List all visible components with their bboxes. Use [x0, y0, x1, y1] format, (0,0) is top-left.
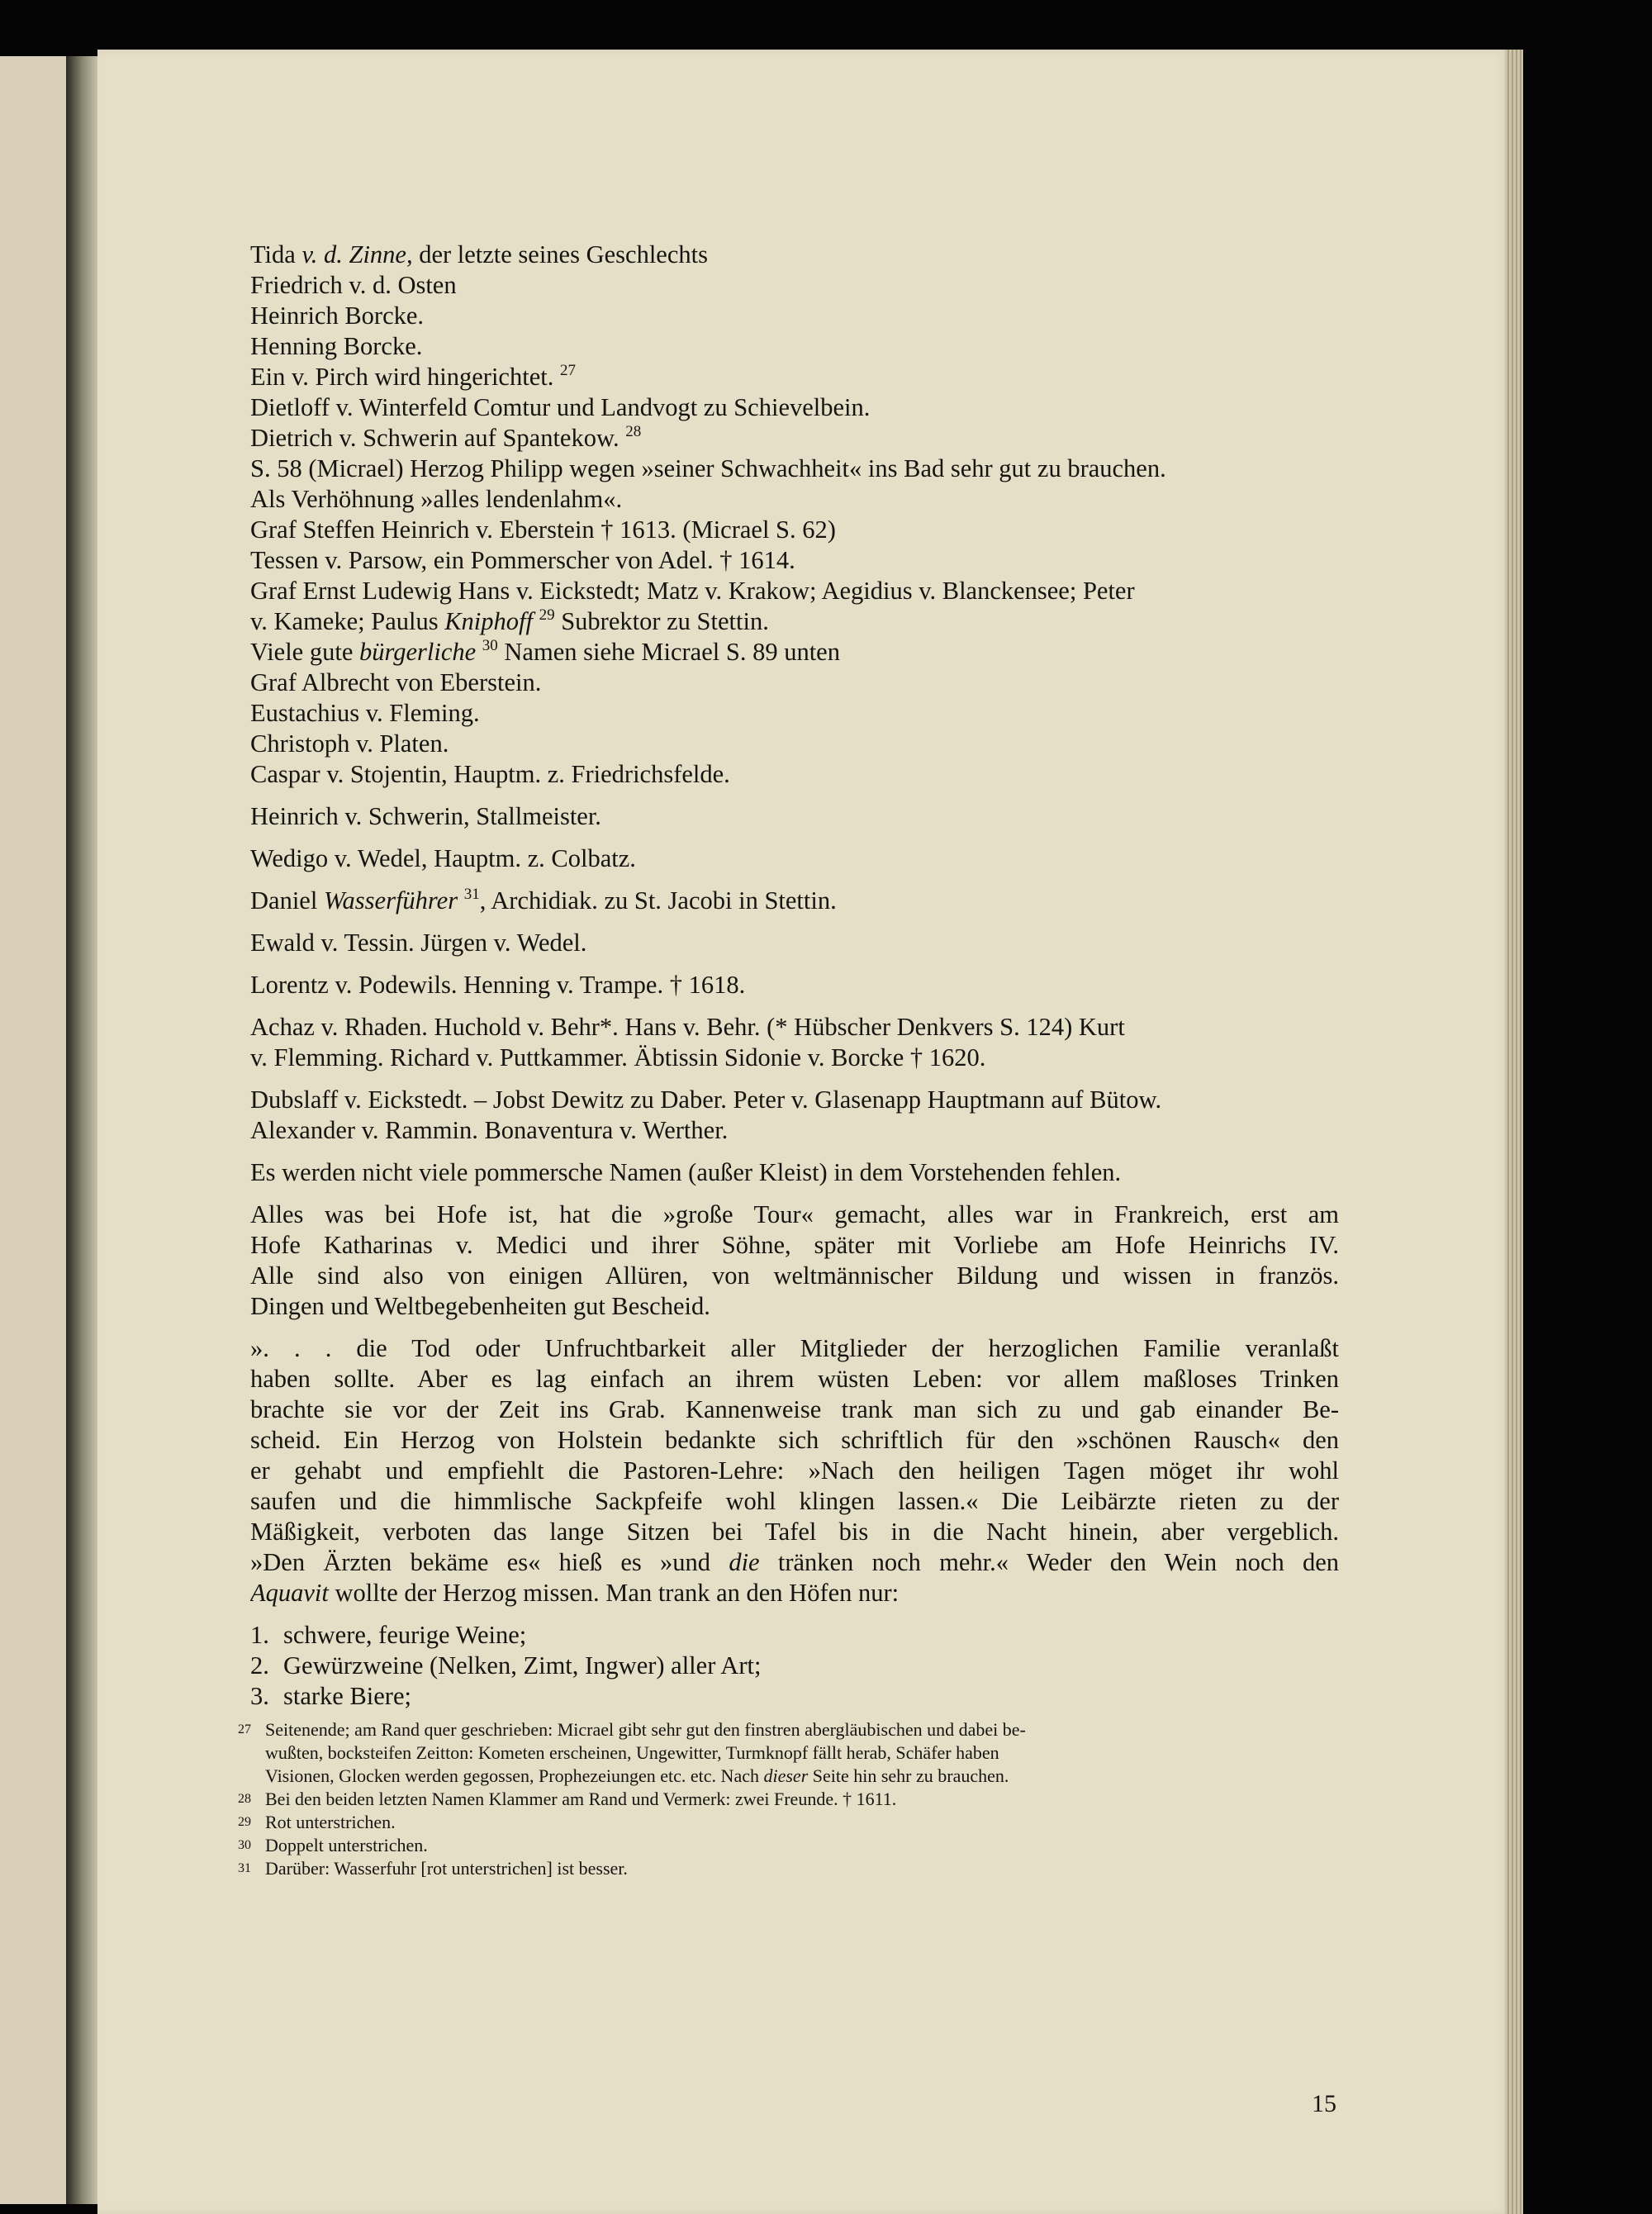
- text-line: Alexander v. Rammin. Bonaventura v. Werther.: [250, 1116, 729, 1144]
- list-item: Graf Steffen Heinrich v. Eberstein † 1613. (Micrael S. 62): [250, 515, 836, 544]
- footnotes: [238, 1718, 1345, 1880]
- text-line: Dingen und Weltbegebenheiten gut Bescheid.: [250, 1292, 710, 1320]
- footnote: 30 Doppelt unterstrichen.: [238, 1835, 428, 1855]
- list-item: Graf Albrecht von Eberstein.: [250, 668, 542, 696]
- list-item: v. Kameke; Paulus Kniphoff $^{29}$ Subrektor zu Stettin.: [250, 606, 769, 635]
- list-item: Christoph v. Platen.: [250, 729, 449, 758]
- list-item: 2. Gewürzweine (Nelken, Zimt, Ingwer) aller Art;: [250, 1651, 762, 1680]
- list-item: Caspar v. Stojentin, Hauptm. z. Friedrichsfelde.: [250, 760, 730, 788]
- text-line: v. Flemming. Richard v. Puttkammer. Äbtissin Sidonie v. Borcke † 1620.: [250, 1043, 986, 1071]
- achaz-entry: [250, 1012, 1339, 1073]
- list-item: Daniel Wasserführer $^{31}$, Archidiak. zu St. Jacobi in Stettin.: [250, 886, 837, 915]
- footnote: 27 Seitenende; am Rand quer geschrieben: Micrael gibt sehr gut den finstren abergläubischen und dabei be- wußten, bocksteifen Zeitton: Kometen erscheinen, Ungewitter, Turmknopf fällt herab, Schäfer haben Visionen, Glocken werden gegossen, Prophezeiungen etc. etc. Nach dieser Seite hin sehr zu brauchen.: [238, 1719, 1026, 1786]
- footnote-ref: 30: [482, 637, 498, 654]
- text-line: er gehabt und empfiehlt die Pastoren-Lehre: »Nach den heiligen Tagen möget ihr wohl: [250, 1456, 1339, 1485]
- footnote-ref: 27: [559, 362, 576, 379]
- list-item: Wedigo v. Wedel, Hauptm. z. Colbatz.: [250, 844, 636, 872]
- list-item: Als Verhöhnung »alles lendenlahm«.: [250, 485, 623, 513]
- footnote-ref: 28: [625, 423, 642, 440]
- book-gutter: [66, 56, 99, 2204]
- text-line: Aquavit wollte der Herzog missen. Man trank an den Höfen nur:: [250, 1579, 900, 1607]
- text-line: scheid. Ein Herzog von Holstein bedankte sich schriftlich für den »schönen Rausch« den: [250, 1426, 1339, 1454]
- footnote-ref: 31: [463, 886, 480, 903]
- list-item: Viele gute bürgerliche $^{30}$ Namen siehe Micrael S. 89 unten: [250, 637, 840, 666]
- text-line: Dubslaff v. Eickstedt. – Jobst Dewitz zu Daber. Peter v. Glasenapp Hauptmann auf Bütow.: [250, 1086, 1162, 1114]
- text-line: ». . . die Tod oder Unfruchtbarkeit aller Mitglieder der herzoglichen Familie veranlaßt: [250, 1334, 1339, 1362]
- list-item: 3. starke Biere;: [250, 1682, 411, 1710]
- list-item: Graf Ernst Ludewig Hans v. Eickstedt; Matz v. Krakow; Aegidius v. Blanckensee; Peter: [250, 577, 1135, 605]
- text-line: haben sollte. Aber es lag einfach an ihrem wüsten Leben: vor allem maßloses Trinken: [250, 1365, 1339, 1393]
- list-item: Ein v. Pirch wird hingerichtet. $^{27}$: [250, 362, 576, 391]
- dubslaff-entry: [250, 1085, 1339, 1146]
- footnote: 29 Rot unterstrichen.: [238, 1812, 396, 1832]
- list-item: Ewald v. Tessin. Jürgen v. Wedel.: [250, 929, 587, 957]
- text-line: Alle sind also von einigen Allüren, von weltmännischer Bildung und wissen in französ.: [250, 1261, 1339, 1290]
- list-item: Lorentz v. Podewils. Henning v. Trampe. † 1618.: [250, 971, 746, 999]
- names-list: [250, 240, 1339, 790]
- list-item: Tida v. d. Zinne, der letzte seines Geschlechts: [250, 240, 708, 268]
- list-item: Dietloff v. Winterfeld Comtur und Landvogt zu Schievelbein.: [250, 393, 871, 421]
- page-number: 15: [1312, 2090, 1336, 2117]
- list-item: Heinrich v. Schwerin, Stallmeister.: [250, 802, 601, 830]
- footnote-ref: 29: [539, 606, 555, 624]
- drinks-list: [250, 1620, 1339, 1712]
- list-item: Eustachius v. Fleming.: [250, 699, 480, 727]
- names-list-spaced: [250, 801, 1339, 1000]
- list-item: Heinrich Borcke.: [250, 302, 425, 330]
- footnote: 31 Darüber: Wasserfuhr [rot unterstrichen] ist besser.: [238, 1858, 628, 1879]
- page-body: [250, 240, 1339, 1712]
- text-line: Mäßigkeit, verboten das lange Sitzen bei Tafel bis in die Nacht hinein, aber vergeblich.: [250, 1518, 1339, 1546]
- text-line: Achaz v. Rhaden. Huchold v. Behr*. Hans v. Behr. (* Hübscher Denkvers S. 124) Kurt: [250, 1013, 1125, 1041]
- list-item: Tessen v. Parsow, ein Pommerscher von Adel. † 1614.: [250, 546, 795, 574]
- text-line: Es werden nicht viele pommersche Namen (außer Kleist) in dem Vorstehenden fehlen.: [250, 1158, 1122, 1186]
- list-item: Dietrich v. Schwerin auf Spantekow. $^{28}$: [250, 423, 642, 452]
- paragraph-1: [250, 1157, 1339, 1188]
- paragraph-3: [250, 1333, 1339, 1608]
- text-line: »Den Ärzten bekäme es« hieß es »und die tränken noch mehr.« Weder den Wein noch den: [250, 1548, 1339, 1576]
- list-item: Friedrich v. d. Osten: [250, 271, 457, 299]
- text-line: saufen und die himmlische Sackpfeife wohl klingen lassen.« Die Leibärzte rieten zu der: [250, 1487, 1339, 1515]
- footnote: 28 Bei den beiden letzten Namen Klammer am Rand und Vermerk: zwei Freunde. † 1611.: [238, 1789, 897, 1809]
- list-item: Henning Borcke.: [250, 332, 423, 360]
- text-line: brachte sie vor der Zeit ins Grab. Kannenweise trank man sich zu und gab einander Be-: [250, 1395, 1339, 1423]
- text-line: Alles was bei Hofe ist, hat die »große Tour« gemacht, alles war in Frankreich, erst am: [250, 1200, 1339, 1228]
- text-line: Hofe Katharinas v. Medici und ihrer Söhne, später mit Vorliebe am Hofe Heinrichs IV.: [250, 1231, 1339, 1259]
- page-stack-edge: [1505, 50, 1523, 2214]
- paragraph-2: [250, 1200, 1339, 1322]
- list-item: 1. schwere, feurige Weine;: [250, 1621, 527, 1649]
- list-item: S. 58 (Micrael) Herzog Philipp wegen »seiner Schwachheit« ins Bad sehr gut zu brauchen.: [250, 454, 1166, 482]
- left-page-edge: [0, 56, 66, 2204]
